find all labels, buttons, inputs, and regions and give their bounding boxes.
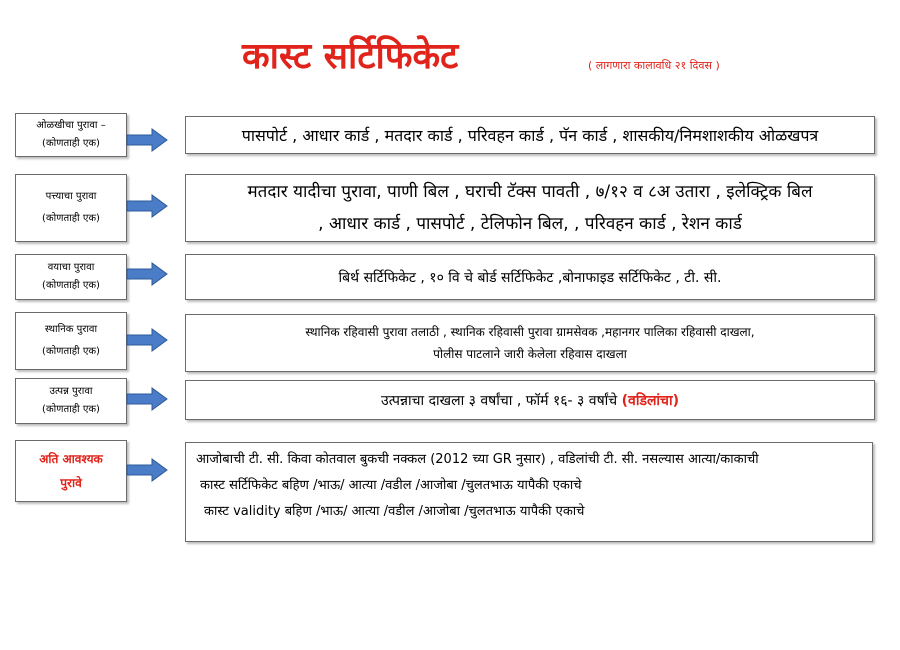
- content-box-address-proof: [185, 174, 875, 242]
- label-text: ओळखीचा पुरावा –: [36, 120, 106, 131]
- right-arrow-icon: [126, 128, 168, 152]
- label-subtext: (कोणताही एक): [42, 280, 100, 291]
- label-text: स्थानिक पुरावा: [44, 324, 98, 335]
- content-box-identity-proof: [185, 116, 875, 154]
- content-text-row: [186, 391, 874, 410]
- label-box-income-proof: [15, 378, 127, 424]
- content-box-essential-proof: [185, 442, 873, 542]
- page-title: कास्ट सर्टिफिकेट: [242, 36, 459, 77]
- label-subtext: पुरावे: [60, 476, 82, 490]
- label-text: पत्त्याचा पुरावा: [45, 191, 97, 202]
- page-subtitle: ( लागणारा कालावधि २१ दिवस ): [588, 59, 720, 72]
- content-text-line-1: स्थानिक रहिवासी पुरावा तलाठी , स्थानिक रहिवासी पुरावा ग्रामसेवक ,महानगर पालिका रहिवासी दाखला,: [305, 325, 755, 339]
- content-text-line-2: , आधार कार्ड , पासपोर्ट , टेलिफोन बिल, , परिवहन कार्ड , रेशन कार्ड: [318, 214, 742, 234]
- right-arrow-icon: [126, 194, 168, 218]
- content-text: बिर्थ सर्टिफिकेट , १० वि चे बोर्ड सर्टिफिकेट ,बोनाफाइड सर्टिफिकेट , टी. सी.: [338, 269, 722, 286]
- right-arrow-icon: [126, 458, 168, 482]
- content-text: उत्पन्नाचा दाखला ३ वर्षांचा , फॉर्म १६- ३ वर्षांचे: [381, 392, 618, 409]
- label-subtext: (कोणताही एक): [42, 213, 100, 224]
- content-box-age-proof: [185, 254, 875, 300]
- label-text: अति आवश्यक: [39, 452, 103, 466]
- content-box-income-proof: [185, 380, 875, 420]
- content-highlight: (वडिलांचा): [621, 392, 679, 409]
- label-subtext: (कोणताही एक): [42, 346, 100, 357]
- content-text-line-2: पोलीस पाटलाने जारी केलेला रहिवास दाखला: [433, 347, 627, 361]
- content-box-residence-proof: [185, 314, 875, 372]
- label-box-age-proof: [15, 254, 127, 300]
- right-arrow-icon: [126, 262, 168, 286]
- content-text-line-1: आजोबाची टी. सी. किवा कोतवाल बुकची नक्कल (2012 च्या GR नुसार) , वडिलांची टी. सी. नसल्यास आत्या/काकाची: [196, 452, 759, 467]
- content-text-line-2: कास्ट सर्टिफिकेट बहिण /भाऊ/ आत्या /वडील /आजोबा /चुलतभाऊ यापैकी एकाचे: [200, 478, 582, 493]
- content-text-line-1: मतदार यादीचा पुरावा, पाणी बिल , घराची टॅक्स पावती , ७/१२ व ८अ उतारा , इलेक्ट्रिक बिल: [247, 182, 813, 202]
- right-arrow-icon: [126, 328, 168, 352]
- label-text: उत्पन्न पुरावा: [49, 386, 93, 397]
- label-subtext: (कोणताही एक): [42, 404, 100, 415]
- label-subtext: (कोणताही एक): [42, 138, 100, 149]
- label-box-residence-proof: [15, 312, 127, 370]
- right-arrow-icon: [126, 387, 168, 411]
- label-box-address-proof: [15, 174, 127, 242]
- content-text: पासपोर्ट , आधार कार्ड , मतदार कार्ड , परिवहन कार्ड , पॅन कार्ड , शासकीय/निमशाशकीय ओळखपत्र: [241, 126, 819, 145]
- label-box-essential-proof: [15, 440, 127, 502]
- label-text: वयाचा पुरावा: [47, 262, 95, 273]
- content-text-line-3: कास्ट validity बहिण /भाऊ/ आत्या /वडील /आजोबा /चुलतभाऊ यापैकी एकाचे: [204, 504, 585, 519]
- label-box-identity-proof: [15, 113, 127, 157]
